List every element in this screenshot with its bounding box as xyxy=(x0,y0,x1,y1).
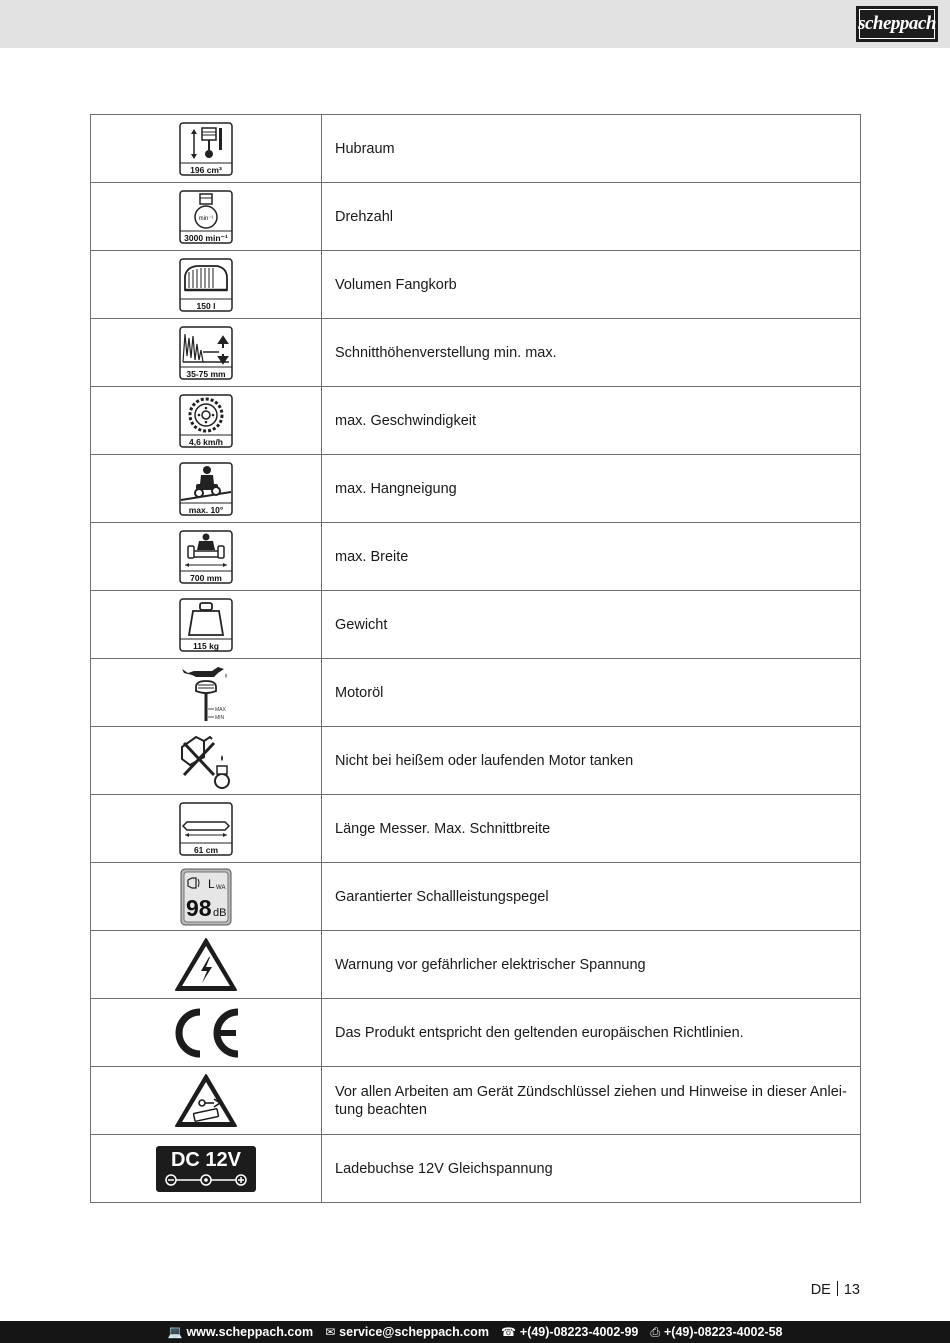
icon-label: 150 l xyxy=(196,300,216,311)
fax-icon: ⎙ xyxy=(650,1324,660,1339)
gauge-unit: min⁻¹ xyxy=(198,215,214,222)
no-refuel-hot-engine-icon xyxy=(174,731,238,791)
icon-label: max. 10° xyxy=(188,504,224,515)
dc-socket-label: DC 12V xyxy=(170,1148,242,1171)
brand-logo: scheppach xyxy=(856,6,938,42)
table-row xyxy=(91,863,861,931)
footer-email-text: service@scheppach.com xyxy=(339,1325,489,1339)
table-row xyxy=(91,931,861,999)
row-description: max. Geschwindigkeit xyxy=(322,387,861,455)
oil-min-label: MIN xyxy=(215,714,225,721)
remove-key-warning-icon xyxy=(174,1073,238,1129)
footer-fax-text: +(49)-08223-4002-58 xyxy=(664,1325,783,1339)
sound-level-value: 98 xyxy=(186,894,212,921)
table-row xyxy=(91,591,861,659)
footer-fax[interactable] xyxy=(650,1325,782,1340)
page-number xyxy=(811,1281,860,1298)
cutting-height-icon xyxy=(179,326,233,380)
table-row xyxy=(91,115,861,183)
icon-cell xyxy=(91,659,322,727)
width-icon xyxy=(179,530,233,584)
icon-cell xyxy=(91,591,322,659)
icon-label: 115 kg xyxy=(193,640,219,651)
footer-phone[interactable] xyxy=(501,1325,638,1339)
icon-cell xyxy=(91,523,322,591)
table-row xyxy=(91,1067,861,1135)
footer-email[interactable] xyxy=(325,1325,489,1339)
icon-label: 700 mm xyxy=(190,572,222,583)
lwa-symbol: L xyxy=(208,876,215,891)
icon-cell xyxy=(91,319,322,387)
row-description: max. Hangneigung xyxy=(322,455,861,523)
table-row xyxy=(91,455,861,523)
page-number-value: 13 xyxy=(843,1282,860,1298)
table-row xyxy=(91,1135,861,1203)
row-description: Schnitthöhenverstellung min. max. xyxy=(322,319,861,387)
row-description-line2: tung beachten xyxy=(335,1101,427,1118)
row-description: Länge Messer. Max. Schnittbreite xyxy=(322,795,861,863)
table-row xyxy=(91,795,861,863)
blade-length-icon xyxy=(179,802,233,856)
row-description: Volumen Fangkorb xyxy=(322,251,861,319)
icon-cell xyxy=(91,795,322,863)
row-description: Warnung vor gefährlicher elektrischer Spannung xyxy=(322,931,861,999)
row-description: max. Breite xyxy=(322,523,861,591)
icon-cell xyxy=(91,727,322,795)
page-number-separator xyxy=(837,1281,838,1296)
table-row xyxy=(91,727,861,795)
row-description: Ladebuchse 12V Gleichspannung xyxy=(322,1135,861,1203)
footer-bar xyxy=(0,1321,950,1343)
symbol-table xyxy=(90,114,861,1203)
lwa-subscript: WA xyxy=(216,884,226,891)
icon-cell xyxy=(91,1067,322,1135)
engine-speed-icon xyxy=(179,190,233,244)
ce-mark-icon xyxy=(170,1008,242,1058)
icon-label: 61 cm xyxy=(193,844,219,855)
row-description-line1: Vor allen Arbeiten am Gerät Zündschlüssel ziehen und Hinweise in dieser Anlei- xyxy=(335,1083,847,1100)
icon-cell xyxy=(91,999,322,1067)
row-description: Gewicht xyxy=(322,591,861,659)
table-row xyxy=(91,251,861,319)
icon-label: 3000 min⁻¹ xyxy=(184,232,228,243)
oil-max-label: MAX xyxy=(215,706,226,713)
row-description xyxy=(322,1067,861,1135)
row-description: Motoröl xyxy=(322,659,861,727)
icon-cell xyxy=(91,863,322,931)
footer-phone-text: +(49)-08223-4002-99 xyxy=(519,1325,639,1339)
mail-icon: ✉ xyxy=(325,1325,336,1339)
phone-icon: ☎ xyxy=(500,1325,516,1339)
icon-cell xyxy=(91,387,322,455)
sound-power-icon xyxy=(180,868,232,926)
table-row xyxy=(91,659,861,727)
row-description: Nicht bei heißem oder laufenden Motor tanken xyxy=(322,727,861,795)
row-description: Das Produkt entspricht den geltenden europäischen Richtlinien. xyxy=(322,999,861,1067)
table-row xyxy=(91,183,861,251)
footer-website[interactable] xyxy=(168,1325,314,1339)
weight-icon xyxy=(179,598,233,652)
engine-oil-icon xyxy=(174,663,238,723)
slope-icon xyxy=(179,462,233,516)
speed-wheel-icon xyxy=(179,394,233,448)
icon-label: 196 cm³ xyxy=(190,164,222,175)
icon-cell xyxy=(91,183,322,251)
icon-cell xyxy=(91,455,322,523)
icon-cell xyxy=(91,251,322,319)
header-band xyxy=(0,0,950,48)
row-description: Drehzahl xyxy=(322,183,861,251)
displacement-icon xyxy=(179,122,233,176)
electric-warning-icon xyxy=(174,937,238,993)
computer-icon: 💻 xyxy=(167,1325,183,1339)
row-description: Hubraum xyxy=(322,115,861,183)
footer-website-text: www.scheppach.com xyxy=(186,1325,314,1339)
page-language: DE xyxy=(810,1282,831,1298)
icon-label: 4,6 km/h xyxy=(188,436,224,447)
table-row xyxy=(91,387,861,455)
icon-cell xyxy=(91,1135,322,1203)
grass-catcher-icon xyxy=(179,258,233,312)
icon-label: 35-75 mm xyxy=(186,368,226,379)
dc-socket-icon xyxy=(155,1145,257,1193)
table-row xyxy=(91,319,861,387)
row-description: Garantierter Schallleistungspegel xyxy=(322,863,861,931)
table-row xyxy=(91,523,861,591)
icon-cell xyxy=(91,115,322,183)
icon-cell xyxy=(91,931,322,999)
sound-level-unit: dB xyxy=(213,906,227,919)
table-row xyxy=(91,999,861,1067)
